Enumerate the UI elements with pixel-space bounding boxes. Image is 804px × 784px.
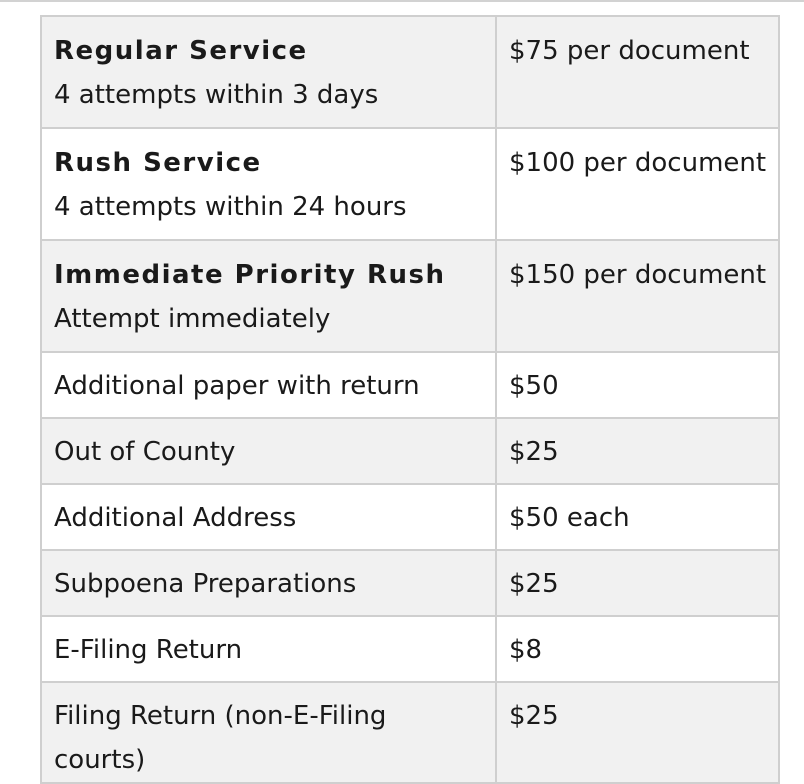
service-description: 4 attempts within 24 hours [54, 192, 407, 222]
table-row [41, 128, 779, 240]
service-title: Immediate Priority Rush [54, 260, 446, 290]
table-row [41, 352, 779, 418]
fee-price: $25 [496, 682, 779, 783]
service-cell [41, 16, 496, 128]
fee-price: $25 [496, 550, 779, 616]
table-row [41, 550, 779, 616]
fee-label: Additional Address [41, 484, 496, 550]
fee-label: Additional paper with return [41, 352, 496, 418]
fee-label: Filing Return (non-E-Filing courts) [41, 682, 496, 783]
service-cell [41, 128, 496, 240]
table-row [41, 484, 779, 550]
table-row [41, 16, 779, 128]
fee-price: $8 [496, 616, 779, 682]
table-row [41, 240, 779, 352]
fee-label: Out of County [41, 418, 496, 484]
fee-label: E-Filing Return [41, 616, 496, 682]
price-cell [496, 240, 779, 352]
service-price: $75 per document [509, 36, 750, 66]
table-row [41, 418, 779, 484]
service-title: Rush Service [54, 148, 262, 178]
fee-price: $25 [496, 418, 779, 484]
table-row [41, 616, 779, 682]
fee-price: $50 [496, 352, 779, 418]
pricing-table [40, 15, 780, 784]
price-cell [496, 16, 779, 128]
service-price: $100 per document [509, 148, 767, 178]
fee-price: $50 each [496, 484, 779, 550]
service-price: $150 per document [509, 260, 767, 290]
service-cell [41, 240, 496, 352]
fee-label: Subpoena Preparations [41, 550, 496, 616]
table-row [41, 682, 779, 783]
service-description: Attempt immediately [54, 304, 331, 334]
price-cell [496, 128, 779, 240]
top-divider [0, 0, 804, 2]
service-description: 4 attempts within 3 days [54, 80, 379, 110]
service-title: Regular Service [54, 36, 308, 66]
